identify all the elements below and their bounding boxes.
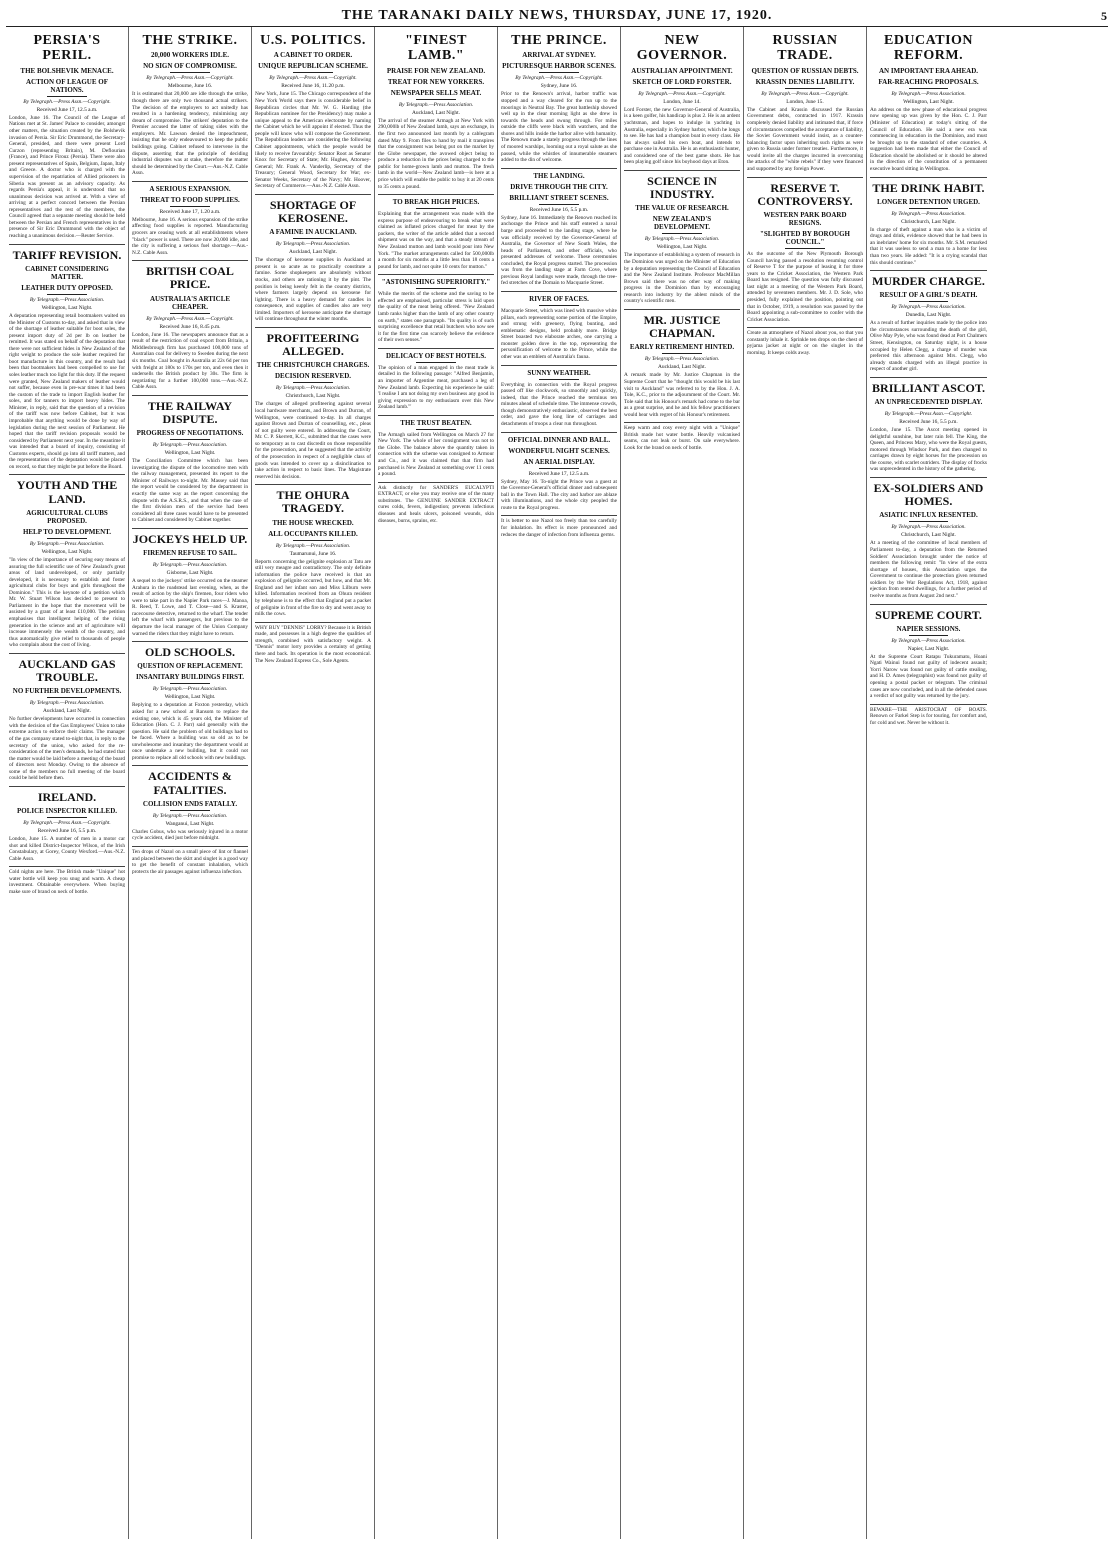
- headline-rule: [662, 88, 701, 89]
- page-number: 5: [1101, 9, 1108, 23]
- article-byline: By Telegraph.—Press Association.: [29, 700, 105, 707]
- article-subhead: QUESTION OF REPLACEMENT.: [137, 662, 243, 671]
- article-separator: [870, 477, 987, 478]
- article-separator: [747, 177, 863, 178]
- article-body: New York, June 15. The Chicago correspondent of the New York World says there is considerable belief in Republican circles that Mr. W. G. Harding (the Republican nominee for the Presidency) may make a unique appeal to the American electorate by naming the Cabinet which he will appoint if elected. Thus the people will know who will compose the Government. The Republican leaders are considering the following Cabinet appointments, which the people would be likely to receive favourably: Senator Root as Senator Knox for Secretary of State; Mr. Hughes, Attorney-General; Mr. Frank A. Vanderlip, Secretary of the Treasury; General Wood, Secretary for War; ex-Senator Weeks, Secretary of the Navy; Mr. Hoover, Secretary of Commerce.—Aus.-N.Z. Cable Assn.: [255, 91, 371, 190]
- article-subhead: DRIVE THROUGH THE CITY.: [510, 182, 608, 191]
- article-headline: SCIENCE IN INDUSTRY.: [647, 173, 717, 202]
- article-separator: [501, 291, 617, 292]
- headline-rule: [170, 559, 209, 560]
- article-separator: [501, 432, 617, 433]
- article-dateline: Wellington, Last Night.: [41, 548, 93, 555]
- article-subhead: DECISION RESERVED.: [275, 372, 351, 381]
- article-separator: [624, 309, 740, 310]
- article-subhead: THREAT TO FOOD SUPPLIES.: [140, 195, 240, 204]
- headline-rule: [416, 362, 455, 363]
- article-dateline: Auckland, Last Night.: [658, 364, 706, 371]
- article-subhead: RIVER OF FACES.: [529, 295, 589, 303]
- article-dateline: Christchurch, Last Night.: [901, 218, 956, 225]
- article-subhead: UNIQUE REPUBLICAN SCHEME.: [258, 62, 368, 71]
- article-byline: By Telegraph.—Press Association.: [275, 385, 351, 392]
- article-body: Charles Gobus, who was seriously injured in a motor cycle accident, died just before midnight.: [132, 828, 248, 842]
- article-dateline: Gisborne, Last Night.: [166, 570, 214, 577]
- news-column: [621, 27, 744, 1539]
- article-headline: SUPREME COURT.: [875, 607, 982, 622]
- article-dateline: Sydney, June 16.: [540, 83, 578, 90]
- article-dateline: Received June 16, 8.45 p.m.: [159, 323, 221, 330]
- news-column: [867, 27, 990, 1539]
- article-separator: [870, 270, 987, 271]
- headline-rule: [539, 305, 578, 306]
- article-byline: By Telegraph.—Press Association.: [891, 90, 966, 97]
- article-byline: By Telegraph.—Press Association.: [275, 542, 351, 549]
- article-subhead: ALL OCCUPANTS KILLED.: [268, 529, 358, 538]
- news-column: [375, 27, 498, 1539]
- article-separator: [255, 622, 371, 623]
- article-separator: [132, 641, 248, 642]
- article-body: Reports concerning the gelignite explosion at Tatu are still very meagre and contradictory. The only definite information the police have received is that an explosion of gelignite occurred, but how, and that Mr. England and her infant son and Miss Lilburn were killed. Information received from an Ohura resident by telephone is to the effect that England put a packet of gelignite in front of the fire to dry and went away to milk the cows.: [255, 558, 371, 618]
- article-separator: [870, 377, 987, 378]
- masthead-title: THE TARANAKI DAILY NEWS, THURSDAY, JUNE 17, 1920.: [341, 8, 773, 23]
- article-dateline: Melbourne, June 16.: [167, 83, 213, 90]
- article-subhead: NO FURTHER DEVELOPMENTS.: [12, 687, 122, 696]
- article-headline: U.S. POLITICS.: [260, 33, 366, 48]
- article-dateline: Wellington, Last Night.: [164, 694, 216, 701]
- article-subhead: WESTERN PARK BOARD RESIGNS.: [763, 210, 847, 227]
- headline-rule: [539, 379, 578, 380]
- article-body: Explaining that the arrangement was made with the express purpose of endeavouring to break what were claimed as inflated prices charged for meat by the packers, the writer of the article added that a second shipment was on the way, and that a steady stream of New Zealand mutton and lamb would pour into New York. "The market arrangements called for 500,000lb a month for six months at a little less than 18 cents a pound for lamb, and not quite 10 cents for mutton.": [378, 211, 494, 270]
- article-subhead: NEW ZEALAND'S DEVELOPMENT.: [652, 215, 712, 232]
- article-headline: RESERVE T. CONTROVERSY.: [757, 180, 853, 208]
- article-separator: [255, 327, 371, 328]
- advertisement-paragraph: Ask distinctly for SANDER'S EUCALYPTI EXTRACT, or else you may receive one of the many substitutes. The GENUINE SANDER EXTRACT cures colds, fevers, indigestion; prevents infectious diseases and heals ulcers, poisoned wounds, skin diseases, burns, sprains, etc.: [378, 484, 494, 524]
- article-byline: By Telegraph.—Press Association.: [152, 686, 228, 693]
- article-separator: [747, 327, 863, 328]
- advertisement-paragraph: Cold nights are here. The British made "Unique" hot water bottle will keep you snug and warm. A cheap investment. Obtainable everywhere. When buying make sure of brand on neck of bottle.: [9, 869, 125, 896]
- article-headline: PROFITEERING ALLEGED.: [266, 330, 360, 359]
- article-dateline: Auckland, Last Night.: [43, 708, 91, 715]
- article-subhead: PICTURESQUE HARBOR SCENES.: [502, 62, 616, 71]
- article-headline: OLD SCHOOLS.: [144, 645, 236, 660]
- article-byline: By Telegraph.—Press Association.: [398, 101, 474, 108]
- news-column: [744, 27, 867, 1539]
- article-subhead: ASIATIC INFLUX RESENTED.: [879, 511, 978, 520]
- headline-rule: [785, 88, 824, 89]
- article-byline: By Telegraph.—Press Association.: [891, 210, 966, 217]
- article-byline: By Telegraph.—Press Assn.—Copyright.: [761, 90, 849, 97]
- article-body: The Cabinet and Krassin discussed the Russian Government debts, contracted in 1917. Krassin completely denied liability and intimated that, if force of circumstances compelled the acceptance of liability, the Soviet Government would insist, as a counter-balancing factor upon inheriting such rights as were given to Russia under former treaties. Furthermore, it would invite all the charges incurred in overcoming the attacks of the "white rebels" if they were financed and supported by any foreign Power.: [747, 106, 863, 172]
- article-body: Prior to the Renown's arrival, harbor traffic was stopped and a way cleared for the run up to the moorings in Neutral Bay. The great battleship showed well up in the clear morning light as she drew in towards the heads and swung through. For miles outside the cliffs were black with watchers, and the shores and hills inside the harbor alive with humanity. The Renown made a stately progress through the lines of moored warships, looming out a royal salute as she passed, while the whistles of innumerable steamers added to the din of welcome.: [501, 91, 617, 164]
- headline-rule: [662, 353, 701, 354]
- article-separator: [132, 846, 248, 847]
- article-separator: [870, 604, 987, 605]
- article-subhead: 20,000 WORKERS IDLE.: [150, 51, 230, 60]
- article-dateline: Wellington, Last Night.: [41, 304, 93, 311]
- article-separator: [378, 482, 494, 483]
- article-body: At a meeting of the committee of local members of Parliament to-day, a deputation from the Returned Soldiers' Association brought under the notice of members the following remit: "In view of the extra shortage of houses, this Association urges the Government to continue the protection given returned soldiers by the War Regulations Act, 1918, against ejection from rented dwellings, for a further period of twelve months as from August 2nd next.": [870, 540, 987, 599]
- article-byline: By Telegraph.—Press Association.: [891, 304, 966, 311]
- article-dateline: Christchurch, Last Night.: [285, 393, 341, 400]
- headline-rule: [539, 72, 578, 73]
- article-subhead: PROGRESS OF NEGOTIATIONS.: [136, 429, 244, 438]
- article-subhead: OFFICIAL DINNER AND BALL.: [507, 435, 611, 444]
- article-byline: By Telegraph.—Press Assn.—Copyright.: [269, 75, 357, 82]
- article-headline: THE RAILWAY DISPUTE.: [147, 398, 233, 426]
- article-separator: [255, 194, 371, 195]
- article-subhead: LONGER DETENTION URGED.: [877, 197, 980, 206]
- advertisement-paragraph: Ten drops of Nazol on a small piece of lint or flannel and placed between the skirt and singlet is a good way to get the benefit of constant inhalation, which protects the air passages against influenza infection.: [132, 849, 248, 875]
- article-separator: [378, 415, 494, 416]
- advertisement-paragraph: WHY BUY "DENNIS" LORRY? Because it is British made, and possesses in a high degree the qualities of strength, combined with satisfactory weight. A "Dennis" motor lorry provides a certainty of getting there and back. Its operation is the most economical. The New Zealand Express Co., Sole Agents.: [255, 624, 371, 664]
- article-subhead: THE HOUSE WRECKED.: [272, 518, 354, 527]
- article-subhead: POLICE INSPECTOR KILLED.: [16, 807, 118, 816]
- headline-rule: [47, 817, 86, 818]
- columns-container: [6, 27, 1108, 1539]
- article-subhead: HELP TO DEVELOPMENT.: [22, 527, 112, 536]
- article-byline: By Telegraph.—Press Association.: [152, 442, 228, 449]
- headline-rule: [47, 697, 86, 698]
- article-body: London, June 15. The Ascot meeting opened in delightful sunshine, but later rain fell. The King, the Queen, and Princess Mary, who were the Royal guests, motored through Windsor Park, and then changed to carriages drawn by eight horses for the procession on the course, with scarlet outriders. The display of frocks was unprecedented in the history of the gathering.: [870, 427, 987, 473]
- article-separator: [501, 515, 617, 516]
- article-separator: [501, 365, 617, 366]
- article-dateline: Wellington, Last Night.: [164, 450, 216, 457]
- headline-rule: [909, 521, 949, 522]
- article-dateline: Received June 17, 1.20 a.m.: [159, 208, 221, 215]
- article-headline: PERSIA'S PERIL.: [33, 33, 101, 64]
- article-subhead: EARLY RETIREMENT HINTED.: [629, 343, 735, 352]
- advertisement-paragraph: BEWARE—THE ARISTOCRAT OF BOATS. Renown or Farkel Step is for touring, for comfort and, for cold and wet. Never be without it.: [870, 706, 987, 726]
- article-subhead: BRILLIANT STREET SCENES.: [509, 193, 609, 202]
- article-dateline: London, June 14.: [663, 98, 701, 105]
- article-body: As a result of further inquiries made by the police into the circumstances surrounding the death of the girl, Olive May Pyle, who was found dead at Port Chalmers Street, Kensington, on Saturday night, is a house occupied by Helen Clegg, a charge of murder was preferred this afternoon against Mrs. Clegg, who already stands charged with an illegal practice in respect of another girl.: [870, 320, 987, 373]
- article-body: Replying to a deputation at Foxton yesterday, which asked for a new school at Ransom to replace the existing one, which is 45 years old, the Minister of Education (Hon. C. J. Parr) said generally with the question. He said the problem of old buildings had to be faced. Where a building was so old as to be unwholesome and insanitary the department would at once undertake a new building, but it could not promise to replace all old schools with new buildings.: [132, 702, 248, 761]
- article-subhead: WONDERFUL NIGHT SCENES.: [508, 446, 610, 455]
- article-subhead: SUNNY WEATHER.: [527, 368, 591, 377]
- article-body: Everything in connection with the Royal progress passed off like clockwork, so smoothly and quickly, indeed, that the Prince reached the terminus ten minutes ahead of schedule time. The immense crowds, though demonstratively enthusiastic, observed the best order, and gave the long line of carriages and detachments of troops a clear run throughout.: [501, 381, 617, 427]
- article-subhead: PRAISE FOR NEW ZEALAND.: [386, 66, 486, 75]
- article-body: London, June 16. The Council of the League of Nations met at St. James' Palace to consider, amongst other matters, the situation created by the Bolshevik invasion of Persia. Sir Eric Drummond, the Secretary-General, presided, and there were present Lord Curzon (representing Britain), M. Deflourian (France), and Prince Firouz (Persia). There were also present representatives of Spain, Belgium, Japan, Italy and Greece. A doctor who is charged with the supervision of the repatriation of Allied prisoners in Siberia was present as an advisory capacity. As regards Persia's appeal, it is understood that no unanimous decision was arrived at. With a view of arriving at a perfect concord between the Persian representatives and the rest of the members, the Council agreed that a separate meeting should be held between the Persian and French representatives in the presence of Sir Eric Drummond with the object of reaching a unanimous decision.—Reuter Service.: [9, 114, 125, 240]
- article-byline: By Telegraph.—Press Association.: [152, 812, 228, 819]
- article-body: At the Supreme Court Ratapu Tukuramatu, Hoani Ngati Wainui found not guilty of indecent assault; Yorri Narow was found not guilty of cattle stealing, and H. D. Ames (telegraphist) was found not guilty of opening a postal packet or telegram. The criminal cases are now concluded, and in all the defended cases a verdict of not guilty was returned by the jury.: [870, 653, 987, 700]
- news-column: [6, 27, 129, 1539]
- article-subhead: COLLISION ENDS FATALLY.: [142, 799, 238, 808]
- article-body: London, June 15. A number of men in a motor car shot and killed District-Inspector Wilson, of the Irish Constabulary, at Gorey, County Wexford.—Aus.-N.Z. Cable Assn.: [9, 836, 125, 862]
- article-body: A sequel to the jockeys' strike occurred on the steamer Arahura in the roadstead last evening, when, as the result of action by the ship's firemen, four riders who were to take part in the Napier Park races—J. Manoa, R. Reed, T. Lowe, and T. Close—and S. Kraster, racecourse detective, returned to the wharf. The tender left the wharf with passengers, but previous to the departure the local manager of the Union Company warned the riders that they might have to return.: [132, 578, 248, 637]
- headline-rule: [170, 810, 209, 811]
- article-separator: [501, 168, 617, 169]
- article-dateline: Wanganui, Last Night.: [165, 820, 215, 827]
- article-subhead: NEWSPAPER SELLS MEAT.: [390, 88, 482, 97]
- article-body: Lord Forster, the new Governor-General of Australia, is a keen golfer, his handicap is plus 2. He is an ardent yachtsman, and hopes to indulge in yachting in Australia, especially in Sydney harbor, which he longs to see. He has had a champion boat in every class. He has always sailed his own boat, and intends to purchase one in Australia. He is an enthusiastic hunter, and considered one of the best game shots. He has been playing golf since his boyhood days at Eton.: [624, 106, 740, 166]
- article-dateline: Napier, Last Night.: [907, 645, 950, 652]
- article-byline: By Telegraph.—Press Association.: [275, 241, 351, 248]
- article-headline: SHORTAGE OF KEROSENE.: [269, 197, 357, 226]
- article-byline: By Telegraph.—Press Assn.—Copyright.: [146, 315, 234, 322]
- article-body: A remark made by Mr. Justice Chapman in the Supreme Court that he "thought this would be his last visit to Auckland" was referred to by the Hon. J. A. Tole, K.C., prior to the adjournment of the Court. Mr. Tole said that his Honour's remark had come to the bar as a great surprise, and he and his fellow practitioners would hear with regret of his Honour's retirement.: [624, 372, 740, 418]
- article-subhead: A CABINET TO ORDER.: [273, 51, 353, 60]
- article-subhead: RESULT OF A GIRL'S DEATH.: [879, 291, 978, 300]
- headline-rule: [416, 429, 455, 430]
- article-subhead: QUESTION OF RUSSIAN DEBTS.: [751, 66, 859, 75]
- article-body: The importance of establishing a system of research in the Dominion was urged on the Minister of Education by a deputation representing the Council of Education and the New Zealand Institute. Professor MacMillan Brown said there was no other way of making progress in the Dominion than by encouraging research into industry by the ablest minds of the country's scientific men.: [624, 252, 740, 305]
- article-body: Sydney, May 16. To-night the Prince was a guest at the Governor-General's official dinner and subsequent ball in the Town Hall. The city and harbor are ablaze with illuminations, and the whole city peopled the route to the Royal progress.: [501, 478, 617, 511]
- article-separator: [132, 260, 248, 261]
- article-headline: MR. JUSTICE CHAPMAN.: [643, 312, 721, 341]
- article-subhead: AGRICULTURAL CLUBS PROPOSED.: [26, 508, 108, 525]
- article-headline: IRELAND.: [37, 789, 97, 804]
- article-subhead: NAPIER SESSIONS.: [896, 624, 961, 633]
- article-body: It is estimated that 20,000 are idle through the strike, though there are only two thousand actual strikers. The decision of the employers to act unitedly has resulted in a hardening tendency, minimising any dream of compromise. The strikers' deputation to the Premier accused the latter of taking sides with the employers. Mr. Lawson denied the impeachment, insisting that he only endeavoured to keep the public buildings going. Cabinet refused to intervene in the dispute, asserting that the principle of deciding industrial disputes was at stake, therefore the matter should be determined by the Court.—Aus.-N.Z. Cable Assn.: [132, 91, 248, 177]
- article-body: While the merits of the scheme and the saving to be effected are emphasised, particular stress is laid upon the quality of the meat being offered. "New Zealand lamb ranks higher than the lamb of any other country on earth," states one paragraph. "Its quality is of such surprising excellence that retail butchers who now see it for the first time can scarcely believe the evidence of their own senses.": [378, 291, 494, 344]
- article-subhead: SKETCH OF LORD FORSTER.: [632, 77, 732, 86]
- article-dateline: Received June 16, 5.5 p.m.: [899, 419, 958, 426]
- article-dateline: Received June 17, 12.5 a.m.: [36, 106, 98, 113]
- article-headline: AUCKLAND GAS TROUBLE.: [18, 656, 116, 685]
- article-body: Macquarie Street, which was lined with massive white pillars, each representing some portion of the Empire, and strung with greenery, flying bunting, and emblematic designs, held probably more. Bridge Street boasted two elaborate arches, one carrying a monster golden dove in the top, representing the personification of welcome to the Prince, while the other was an emblem of Australia's fauna.: [501, 308, 617, 360]
- article-headline: ACCIDENTS & FATALITIES.: [148, 769, 232, 797]
- article-separator: [132, 395, 248, 396]
- advertisement-paragraph: Create an atmosphere of Nazol about you, so that you constantly inhale it. Sprinkle ten drops on the chest of pyjama jacket at night or on the singlet in the morning. It keeps colds away.: [747, 330, 863, 356]
- article-dateline: Auckland, Last Night.: [412, 109, 460, 116]
- article-dateline: Received June 16, 5.5 p.m.: [37, 828, 97, 835]
- article-subhead: TREAT FOR NEW YORKERS.: [387, 77, 485, 86]
- headline-rule: [416, 288, 455, 289]
- article-headline: BRILLIANT ASCOT.: [872, 380, 985, 395]
- headline-rule: [539, 204, 578, 205]
- article-byline: By Telegraph.—Press Association.: [29, 540, 105, 547]
- article-body: "In view of the importance of securing easy means of assuring the full scientific use of New Zealand's great areas of land undeveloped, or only partially developed, it is necessary to establish and foster agricultural clubs for boys and girls throughout the Dominion." This is the keynote of a petition which Mr. W. Stuart Wilson has decided to present to Parliament in the hope that the movement will be assisted by a grant of at least £10,000. The petition emphasises that intelligent helping of the rising generation in the science and art of agriculture will increase immensely the wealth of the country, and thus automatically give relief to thousands of people who complain about the cost of living.: [9, 556, 125, 649]
- news-column: [498, 27, 621, 1539]
- article-byline: By Telegraph.—Press Assn.—Copyright.: [23, 98, 111, 105]
- article-body: As the outcome of the New Plymouth Borough Council having passed a resolution resuming control of Reserve T for the purpose of leasing it for three years to the Cricket Association, the Western Park Board has resigned. The question was fully discussed last night at a meeting of the Western Park Board, attended by seventeen members. Mr. J. D. Sole, who presided, fully explained the position, pointing out that in October, 1919, a resolution was passed by the Board appointing a sub-committee to confer with the Cricket Association.: [747, 251, 863, 323]
- article-body: Melbourne, June 16. A serious expansion of the strike affecting food supplies is reported. Manufacturing grocers are ceasing work at all establishments where "black" power is used. There are now 20,000 idle, and the city is suffering a serious fuel shortage.—Aus.-N.Z. Cable Assn.: [132, 216, 248, 256]
- headline-rule: [170, 206, 209, 207]
- article-subhead: AUSTRALIA'S ARTICLE CHEAPER.: [149, 294, 231, 311]
- article-body: London, June 16. The newspapers announce that as a result of the restriction of coal export from Britain, a Middlesbrough firm has purchased 100,000 tons of Australian coal for delivery to Sweden during the next six months. Coal bought in Australia at 22s 6d per ton with freight at 180s to 170s per ton, and even then it undersells the British product by 30s. The firm is negotiating for a further 100,000 tons.—Aus.-N.Z. Cable Assn.: [132, 331, 248, 391]
- headline-rule: [662, 233, 701, 234]
- article-subhead: THE CHRISTCHURCH CHARGES.: [256, 361, 370, 370]
- headline-rule: [909, 88, 949, 89]
- headline-rule: [293, 382, 332, 383]
- headline-rule: [47, 538, 86, 539]
- article-separator: [9, 786, 125, 787]
- article-body: The arrival of the steamer Armagh at New York with 290,000lb of New Zealand lamb, says an exchange, in the first two announced last month by a cablegram dated May 9. From files to hand by mail it transpires that the consignment was being put on the market by the Globe newspaper, the avowed object being to produce a reduction in the prices being charged to the public for home-grown lamb and mutton. The fresh lamb in the world—New Zealand lamb—is here at a price which will enable the public to buy it at 20 cents to 35 cents a pound.: [378, 117, 494, 190]
- article-dateline: London, June 15.: [786, 98, 824, 105]
- article-subhead: DELICACY OF BEST HOTELS.: [385, 351, 487, 360]
- article-dateline: Taumarunui, June 16.: [289, 550, 337, 557]
- article-subhead: "SLIGHTED BY BOROUGH COUNCIL.": [760, 229, 850, 247]
- article-dateline: Dunedin, Last Night.: [905, 312, 952, 319]
- article-subhead: FIREMEN REFUSE TO SAIL.: [143, 549, 237, 558]
- article-byline: By Telegraph.—Press Assn.—Copyright.: [884, 411, 973, 418]
- article-dateline: Wellington, Last Night.: [656, 244, 708, 251]
- article-body: Sydney, June 16. Immediately the Renown reached its anchorage the Prince and his staff entered a naval barge and proceeded to the landing stage, where he was officially received by the Governor-General of Australia, the Governor of New South Wales, the heads of Parliament, and other officials, who presented addresses of welcome. These ceremonies concluded, the Royal progress started. The procession was from the landing stage at Farm Cove, where previous Royal landings were made, through the tree-fed stretches of the Domain to Macquarie Street.: [501, 214, 617, 287]
- article-separator: [9, 866, 125, 867]
- headline-rule: [170, 72, 209, 73]
- article-subhead: KRASSIN DENIES LIABILITY.: [755, 77, 855, 86]
- news-column: [129, 27, 252, 1539]
- article-dateline: Received June 16, 11.20 p.m.: [281, 83, 345, 90]
- article-separator: [624, 170, 740, 171]
- article-byline: By Telegraph.—Press Association.: [644, 356, 720, 363]
- headline-rule: [170, 439, 209, 440]
- article-subhead: AN UNPRECEDENTED DISPLAY.: [874, 398, 983, 407]
- article-body: No further developments have occurred in connection with the decision of the Gas Employees' Union to take extreme action to enforce their claims. The manager of the gas company stated to-night that, in reply to the secretary of the union, who asked for the re-consideration of the men's demands, he had stated that the matter would be laid before a meeting of the board of directors next Monday. Owing to the absence of some of the members no full meeting of the board could be held before then.: [9, 716, 125, 782]
- news-column: [252, 27, 375, 1539]
- headline-rule: [293, 540, 332, 541]
- article-dateline: Received June 17, 12.5 a.m.: [528, 470, 590, 477]
- headline-rule: [293, 72, 332, 73]
- article-subhead: TO BREAK HIGH PRICES.: [392, 198, 480, 207]
- article-separator: [132, 181, 248, 182]
- article-subhead: "ASTONISHING SUPERIORITY.": [381, 278, 491, 287]
- headline-rule: [170, 313, 209, 314]
- article-byline: By Telegraph.—Press Assn.—Copyright.: [23, 820, 111, 827]
- article-byline: By Telegraph.—Press Association.: [891, 637, 966, 644]
- article-body: The Armagh sailed from Wellington on March 27 for New York. The whole of her consignment was not to the Globe. The balance above the quantity taken in connection with the scheme was consigned to Armour and Co., and it was claimed that that firm had purchased is New Zealand at something over 11 cents a pound.: [378, 431, 494, 478]
- article-subhead: INSANITARY BUILDINGS FIRST.: [136, 673, 244, 682]
- article-subhead: THE VALUE OF RESEARCH.: [635, 204, 729, 213]
- article-separator: [378, 194, 494, 195]
- article-headline: EX-SOLDIERS AND HOMES.: [873, 481, 984, 509]
- headline-rule: [539, 468, 578, 469]
- article-byline: By Telegraph.—Press Assn.—Copyright.: [146, 75, 234, 82]
- article-subhead: AN AERIAL DISPLAY.: [523, 457, 595, 466]
- headline-rule: [909, 635, 949, 636]
- headline-rule: [416, 99, 455, 100]
- article-subhead: A SERIOUS EXPANSION.: [149, 184, 231, 193]
- article-subhead: FAR-REACHING PROPOSALS.: [878, 77, 979, 86]
- article-separator: [9, 474, 125, 475]
- article-headline: "FINEST LAMB.": [405, 33, 467, 64]
- article-headline: NEW GOVERNOR.: [636, 33, 728, 64]
- headline-rule: [47, 294, 86, 295]
- article-byline: By Telegraph.—Press Association.: [29, 296, 105, 303]
- article-headline: JOCKEYS HELD UP.: [132, 531, 248, 546]
- article-subhead: AN IMPORTANT ERA AHEAD.: [878, 66, 979, 75]
- article-dateline: Auckland, Last Night.: [289, 249, 337, 256]
- article-separator: [870, 177, 987, 178]
- article-headline: MURDER CHARGE.: [872, 274, 985, 289]
- article-separator: [132, 765, 248, 766]
- headline-rule: [47, 96, 86, 97]
- article-headline: BRITISH COAL PRICE.: [146, 264, 234, 292]
- article-dateline: Received June 16, 5.5 p.m.: [529, 206, 589, 213]
- article-subhead: ARRIVAL AT SYDNEY.: [522, 51, 596, 60]
- article-dateline: Christchurch, Last Night.: [901, 532, 956, 539]
- article-headline: THE STRIKE.: [142, 33, 238, 48]
- article-byline: By Telegraph.—Press Association.: [152, 562, 228, 569]
- headline-rule: [170, 683, 209, 684]
- advertisement-paragraph: Keep warm and cosy every night with a "Unique" British made hot water bottle. Heavily vulcanised seams, can not leak or burst. On sale everywhere. Look for the brand on neck of bottle.: [624, 425, 740, 451]
- article-headline: THE PRINCE.: [511, 33, 607, 48]
- article-separator: [9, 653, 125, 654]
- article-subhead: THE BOLSHEVIK MENACE.: [20, 66, 114, 75]
- article-subhead: THE LANDING.: [533, 171, 585, 180]
- article-separator: [624, 422, 740, 423]
- article-dateline: Wellington, Last Night.: [903, 98, 954, 105]
- article-headline: THE DRINK HABIT.: [872, 180, 985, 195]
- article-body: The Conciliation Committee which has been investigating the dispute of the locomotive men with the railway management, presented its report to the Minister of Railways to-night. Mr. Massey said that the report would be considered by the department in exactly the same way as the report concerning the dispute with the A.S.R.S., and that when the case of the first division men of the service had been considered all three cases would have to be presented to Cabinet and considered by Cabinet together.: [132, 458, 248, 524]
- article-headline: EDUCATION REFORM.: [883, 33, 974, 64]
- article-subhead: AUSTRALIAN APPOINTMENT.: [631, 66, 733, 75]
- article-subhead: CABINET CONSIDERING MATTER.: [25, 264, 109, 281]
- article-body: A deputation representing retail bootmakers waited on the Minister of Customs to-day, and asked that in view of the shortage of leather suitable for boot soles, the present import duty of 2d per lb on leather be remitted. It was stated on behalf of the deputation that there were not sufficient hides in New Zealand of the right weight to produce the sole leather required for boot manufacture in this country, and the result had been that bootmakers had been compelled to use for soles leather much too light for this duty. If the request were granted, New Zealand makers of leather would not suffer, because even in pre-war times it had been the custom of the trade to import English leather for soles, and for tanners to import heavy hides. The Minister, in reply, said that the question of a revision of the tariff was now before Cabinet, but it was improbable that anything would be done by way of legislation during the next session of Parliament. He hoped that the tariff revision proposals would be considered by Parliament next year. In the meantime it was intended that a board of inquiry, consisting of Customs experts, should go into all tariff matters, and the representations of the deputation would be placed on record, so that they might be put before the Board.: [9, 312, 126, 470]
- headline-rule: [293, 238, 332, 239]
- article-byline: By Telegraph.—Press Assn.—Copyright.: [515, 75, 603, 82]
- masthead: [6, 6, 1108, 27]
- article-byline: By Telegraph.—Press Assn.—Copyright.: [638, 90, 726, 97]
- article-subhead: LEATHER DUTY OPPOSED.: [21, 283, 113, 292]
- article-subhead: NO SIGN OF COMPROMISE.: [143, 62, 237, 71]
- article-headline: THE OHURA TRAGEDY.: [276, 488, 350, 516]
- headline-rule: [416, 208, 455, 209]
- article-subhead: ACTION OF LEAGUE OF NATIONS.: [26, 77, 108, 94]
- article-subhead: A FAMINE IN AUCKLAND.: [269, 228, 357, 237]
- article-headline: RUSSIAN TRADE.: [772, 33, 838, 64]
- article-body: The charges of alleged profiteering against several local hardware merchants, and Brown and Durran, of Wellington, were continued to-day. In all charges against Brown and Durran of counselling, etc., pleas of not guilty were entered. In addressing the Court, Mr. C. P. Skerrett, K.C., submitted that the cases were so temporary as to cast discredit on those responsible for the prosecution, and he suggested that the activity of the prosecution in respect of a negligible class of goods was intended to cover up a disinclination to take action in respect to basic lines. The Magistrate reserved his decision.: [255, 401, 371, 480]
- article-body: In charge of theft against a man who is a victim of drugs and drink, evidence showed that he had been in an inebriates' home for six months. Mr. S.M. remarked that it was useless to send a man to a home for less than two years. He added: "It is a crying scandal that this should continue.": [870, 226, 987, 266]
- headline-rule: [909, 208, 949, 209]
- article-body: The opinion of a man engaged in the meat trade is detailed in the following passage: "Alfred Benjamin, an importer of Argentine meat, purchased a leg of New Zealand lamb. Expecting his experience he said: 'I realise I am not doing my own business any good in giving expression to my enthusiasm over this New Zealand lamb.'": [378, 364, 494, 411]
- article-separator: [378, 348, 494, 349]
- article-separator: [378, 274, 494, 275]
- article-headline: YOUTH AND THE LAND.: [16, 478, 118, 506]
- article-byline: By Telegraph.—Press Association.: [644, 236, 720, 243]
- article-separator: [255, 484, 371, 485]
- article-separator: [870, 704, 987, 705]
- article-separator: [9, 244, 125, 245]
- article-separator: [132, 528, 248, 529]
- headline-rule: [909, 301, 949, 302]
- headline-rule: [909, 408, 949, 409]
- article-subhead: THE TRUST BEATEN.: [400, 418, 472, 427]
- article-body: An address on the new phase of educational progress now opening up was given by the Hon. C. J. Parr (Minister of Education) at today's sitting of the Council of Education. He said a new era was commencing in education in the Dominion, and must be brought up to the standard of other countries. A suggestion had been made that either the Council of Education should be abolished or it should be altered in the direction of the constitution of a permanent executive board sitting in Wellington.: [870, 106, 987, 172]
- advertisement-paragraph: It is better to use Nazol too freely than too carefully for inhalation. Its effect is more pronounced and reduces the danger of infection from influenza germs.: [501, 518, 617, 538]
- headline-rule: [785, 248, 824, 249]
- article-byline: By Telegraph.—Press Association.: [891, 524, 966, 531]
- article-body: The shortage of kerosene supplies in Auckland at present is so acute as to practically constitute a famine. Some shopkeepers are absolutely without stocks, and others are rationing it by the pint. The position is being keenly felt in the country districts, where farmers largely depend on kerosene for lighting. There is a heavy demand for candles in consequence, and supplies of candles also are very limited. Importers of kerosene anticipate the shortage will continue throughout the winter months.: [255, 257, 371, 323]
- article-headline: TARIFF REVISION.: [12, 247, 122, 262]
